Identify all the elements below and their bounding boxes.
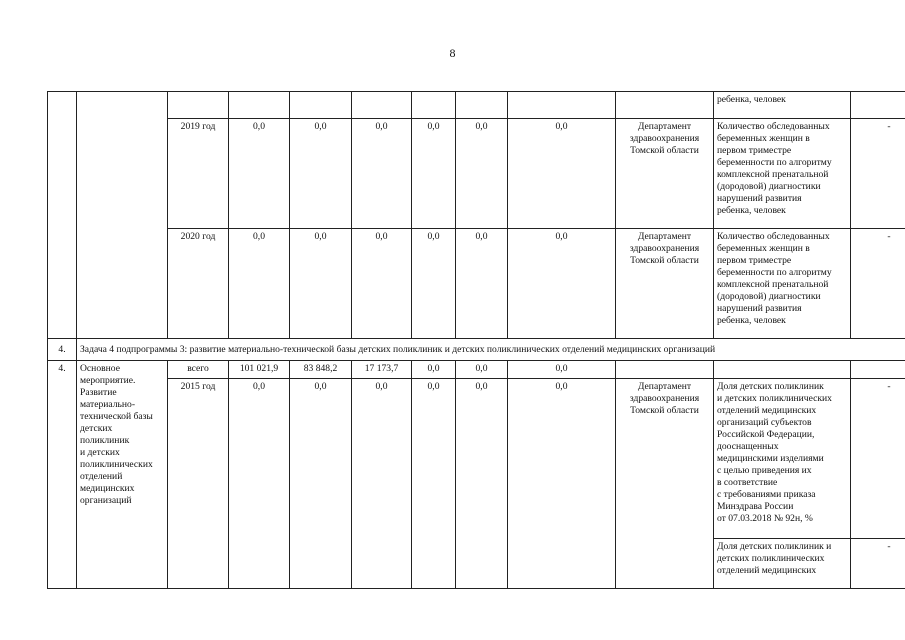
executor-cell: Департамент здравоохранения Томской области (616, 379, 714, 589)
executor-cell: Департамент здравоохранения Томской области (616, 229, 714, 339)
value-cell: 0,0 (290, 229, 352, 339)
measure-num: 4. (48, 361, 77, 589)
value-cell: 0,0 (352, 229, 412, 339)
indicator-value-cell: - (851, 539, 905, 589)
value-cell: 0,0 (229, 379, 290, 589)
indicator-cell: Количество обследованных беременных женщин в первом триместре беременности по алгоритму комплексной пренатальной (дородовой) диагностики нарушений развития ребенка, человек (714, 229, 851, 339)
value-cell: 0,0 (456, 361, 508, 379)
cell-num (48, 92, 77, 339)
page-number: 8 (449, 46, 456, 60)
value-cell: 17 173,7 (352, 361, 412, 379)
value-cell: 0,0 (229, 229, 290, 339)
task-num: 4. (48, 339, 77, 361)
value-cell: 0,0 (412, 229, 456, 339)
value-cell: 0,0 (229, 119, 290, 229)
value-cell: 0,0 (412, 379, 456, 589)
value-cell: 83 848,2 (290, 361, 352, 379)
table-row (48, 361, 905, 379)
value-cell: 0,0 (412, 119, 456, 229)
indicator-value-cell: - (851, 229, 905, 339)
value-cell: 0,0 (456, 119, 508, 229)
value-cell: 0,0 (352, 119, 412, 229)
table-row (48, 339, 905, 361)
total-label: всего (168, 361, 229, 379)
year-cell: 2019 год (168, 119, 229, 229)
value-cell: 0,0 (290, 119, 352, 229)
year-cell: 2020 год (168, 229, 229, 339)
measure-name: Основное мероприятие. Развитие материально- технической базы детских поликлиник и детских поликлинических отделений медицинских организаций (77, 361, 168, 589)
indicator-value-cell: - (851, 119, 905, 229)
indicator-cell: Доля детских поликлиник и детских поликлинических отделений медицинских организаций субъектов Российской Федерации, дооснащенных медицинскими изделиями с целью приведения их в соответствие с требованиями приказа Минздрава России от 07.03.2018 № 92н, % (714, 379, 851, 539)
indicator-cell: Доля детских поликлиник и детских поликлинических отделений медицинских (714, 539, 851, 589)
indicator-cell: Количество обследованных беременных женщин в первом триместре беременности по алгоритму комплексной пренатальной (дородовой) диагностики нарушений развития ребенка, человек (714, 119, 851, 229)
table-row (48, 92, 905, 119)
value-cell: 0,0 (290, 379, 352, 589)
table-row (48, 229, 905, 339)
task-title: Задача 4 подпрограммы 3: развитие материально-технической базы детских поликлиник и детских поликлинических отделений медицинских организаций (77, 339, 905, 361)
indicator-cell: ребенка, человек (714, 92, 851, 119)
table-row (48, 119, 905, 229)
value-cell: 0,0 (508, 379, 616, 589)
value-cell: 101 021,9 (229, 361, 290, 379)
value-cell: 0,0 (456, 379, 508, 589)
value-cell: 0,0 (508, 361, 616, 379)
value-cell: 0,0 (412, 361, 456, 379)
executor-cell: Департамент здравоохранения Томской области (616, 119, 714, 229)
value-cell: 0,0 (508, 119, 616, 229)
value-cell: 0,0 (352, 379, 412, 589)
indicator-value-cell: - (851, 379, 905, 539)
cell-name (77, 92, 168, 339)
value-cell: 0,0 (508, 229, 616, 339)
table-row (48, 379, 905, 539)
year-cell: 2015 год (168, 379, 229, 589)
program-table (47, 91, 905, 589)
value-cell: 0,0 (456, 229, 508, 339)
